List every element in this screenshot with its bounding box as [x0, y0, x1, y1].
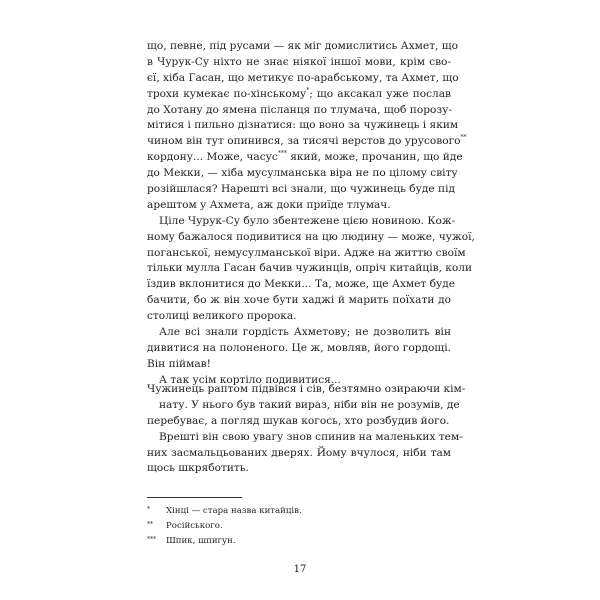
text-line: бачити, бо ж він хоче бути хаджі й марить поїхати до — [147, 294, 451, 307]
text-line: Врешті він свою увагу знов спинив на маленьких тем- — [159, 430, 463, 443]
text-line: до Мекки, — хіба мусулманська віра не по цілому світу — [147, 167, 458, 180]
text-line: розійшлася? Нарешті всі знали, що чужинець буде під — [147, 183, 456, 196]
footnote — [147, 519, 451, 534]
text-line: Ціле Чурук-Су було збентежене цією новиною. Кож- — [159, 214, 456, 227]
text-line: поганської, немусулманської віри. Адже на життю своїм — [147, 246, 466, 259]
footnote-divider — [147, 497, 242, 498]
footnote-text: Шпик, шпигун. — [166, 536, 236, 547]
text-line: що, певне, під русами — як міг домислитись Ахмет, що — [147, 40, 459, 52]
text-line: Він піймав! — [147, 357, 211, 370]
footnote-mark: *** — [147, 536, 156, 544]
footnote-ref: *** — [277, 150, 287, 158]
text-line: нату. У нього був такий вираз, ніби він не розумів, де — [159, 398, 460, 411]
text-fragment: ; що аксакал уже послав — [309, 87, 452, 100]
text-fragment: який, може, прочанин, що йде — [286, 151, 463, 164]
text-line: в Чурук-Су ніхто не знає ніякої іншої мови, крім сво- — [147, 55, 451, 68]
footnotes — [147, 504, 451, 550]
text-line: Але всі знали гордість Ахметову; не дозволить він — [159, 326, 451, 339]
text-line — [147, 134, 467, 150]
text-line: до Хотану до ямена післанця по тлумача, щоб порозу- — [147, 103, 452, 116]
text-line: ному бажалося подивитися на цю людину — може, чужої, — [147, 230, 475, 243]
second-text-block — [147, 382, 466, 477]
text-line: них засмальцьованих дверях. Йому вчулося, ніби там — [147, 446, 451, 459]
text-line — [147, 87, 451, 103]
text-fragment: чином він тут опинився, за тисячі верстов до урусового — [147, 135, 461, 148]
footnote-mark: ** — [147, 521, 153, 529]
footnote — [147, 504, 451, 519]
footnote — [147, 534, 451, 549]
text-line: тільки мулла Гасан бачив чужинців, опріч китайців, коли — [147, 262, 473, 275]
text-line: перебуває, а погляд шукав когось, хто розбудив його. — [147, 414, 450, 427]
text-line: мітися і пильно дізнатися: що воно за чужинець і яким — [147, 119, 459, 132]
footnote-text: Російського. — [166, 521, 223, 532]
text-line: Чужинець раптом підвівся і сів, безтямно озираючи кім- — [147, 383, 466, 395]
footnote-ref: ** — [460, 134, 467, 142]
text-line: щось шкряботить. — [147, 462, 249, 475]
text-fragment: кордону... Може, часус — [147, 151, 278, 164]
text-line: їздив вклонитися до Мекки... Та, може, ще Ахмет буде — [147, 278, 456, 291]
footnote-ref: * — [306, 86, 310, 94]
text-line: єї, хіба Гасан, що метикує по-арабському, та Ахмет, що — [147, 71, 459, 84]
text-fragment: трохи кумекає по-хінському — [147, 87, 307, 100]
text-line: А так усім кортіло подивитися... — [159, 373, 341, 386]
page-number: 17 — [293, 564, 307, 575]
footnote-mark: * — [147, 506, 150, 513]
text-line: дивитися на полоненого. Це ж, мовляв, його гордощі. — [147, 341, 451, 354]
text-line — [147, 150, 463, 166]
footnote-text: Хінці — стара назва китайців. — [166, 506, 302, 516]
text-line: арештом у Ахмета, аж доки приїде тлумач. — [147, 198, 391, 211]
text-line: столиці великого пророка. — [147, 310, 297, 323]
